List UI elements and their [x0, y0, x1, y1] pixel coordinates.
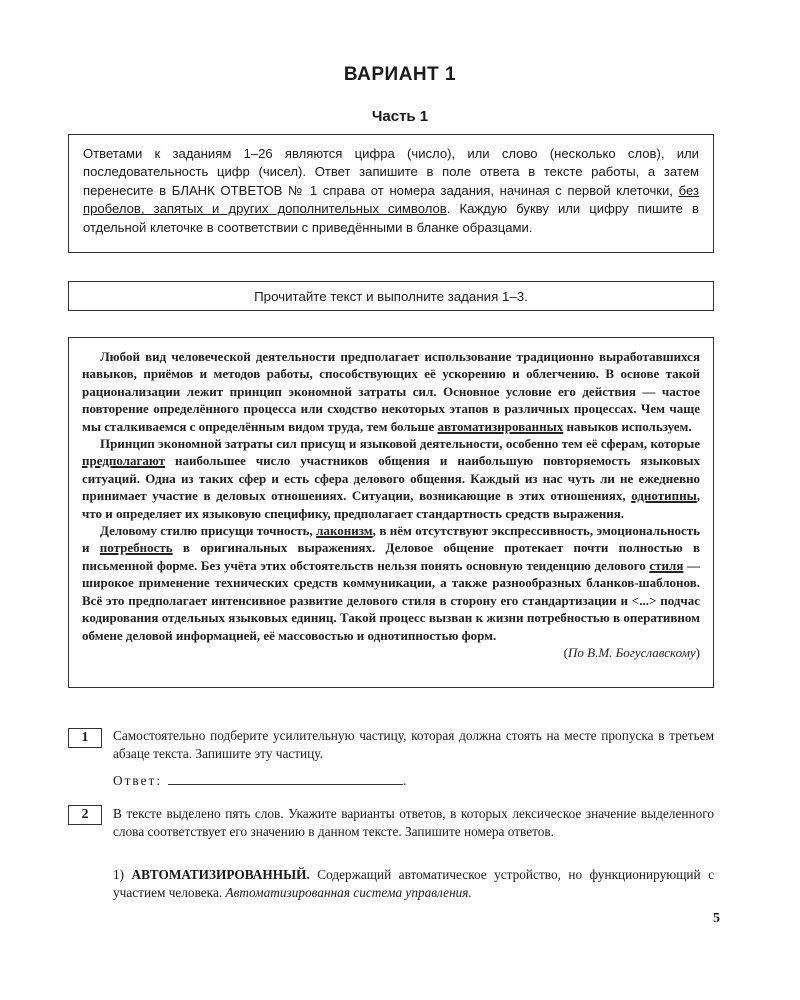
- read-prompt: Прочитайте текст и выполните задания 1–3.: [254, 289, 528, 304]
- answer-line[interactable]: [168, 772, 403, 785]
- highlighted-word: предполагают: [82, 453, 166, 469]
- paragraph-text: , в нём отсутствуют экспрессивность, эмоциональность и: [82, 523, 700, 556]
- page-number: 5: [713, 911, 720, 926]
- task-1-number: 1: [68, 728, 102, 748]
- highlighted-word: лаконизм: [316, 523, 373, 539]
- instructions-text: Ответами к заданиям 1–26 являются цифра (число), или слово (несколько слов), или последовательность цифр (чисел). Ответ запишите в поле ответа в тексте работы, а затем перенесите в БЛАНК ОТВЕТОВ № 1 справа от номера задания, начиная с первой клеточки,: [83, 146, 699, 198]
- option-word: АВТОМАТИЗИРОВАННЫЙ.: [131, 867, 310, 882]
- paragraph-text: Принцип экономной затраты сил присущ и языковой деятельности, особенно тем её сферам, которые: [100, 436, 700, 452]
- task-2-number: 2: [68, 805, 102, 825]
- instructions-text-end: . Каждую букву или цифру пишите в отдельной клеточке в соответствии с приведёнными в бланке образцами.: [83, 201, 699, 235]
- instructions-box: [68, 134, 714, 253]
- option-definition: Содержащий автоматическое устройство, но функционирующий с участием человека.: [113, 867, 714, 900]
- paragraph-text: , что и определяет их языковую специфику, предполагает стандартность средств выражения.: [82, 488, 700, 521]
- highlighted-word: однотипны: [631, 488, 697, 504]
- reading-text-box: [68, 337, 714, 688]
- part-title: Часть 1: [371, 108, 429, 125]
- task-2-text: В тексте выделено пять слов. Укажите варианты ответов, в которых лексическое значение выделенного слова соответствует его значению в данном тексте. Запишите номера ответов.: [113, 806, 714, 839]
- variant-title: ВАРИАНТ 1: [343, 64, 457, 85]
- paragraph-text: в оригинальных выражениях. Деловое общение протекает почти полностью в письменной форме. Без учёта этих обстоятельств нельзя понять основную тенденцию делового: [82, 540, 700, 573]
- option-number: 1): [113, 867, 125, 882]
- answer-period: .: [403, 773, 409, 788]
- task-2-option-1: [113, 866, 714, 902]
- paragraph-text: навыков используем.: [563, 418, 692, 434]
- answer-label: Ответ:: [113, 773, 163, 788]
- paragraph-text: Деловому стилю присущи точность,: [100, 523, 317, 539]
- highlighted-word: автоматизированных: [437, 418, 564, 434]
- paragraph-2: [82, 435, 700, 522]
- text-attribution: (По В.М. Богуславскому): [563, 644, 700, 660]
- task-1-answer: [113, 772, 408, 789]
- paragraph-text: наибольшее число участников общения и наибольшую повторяемость языковых ситуаций. Одна из таких сфер и есть сфера делового общения. Каждый из нас чуть ли не ежедневно принимает участие в деловых отношениях. Ситуации, возникающие в этих отношениях,: [82, 453, 700, 504]
- highlighted-word: стиля: [649, 557, 684, 573]
- paragraph-text: Любой вид человеческой деятельности предполагает использование традиционно выработавшихся навыков, приёмов и методов работы, способствующих её ускорению и облегчению. В основе такой рационализации лежит принцип экономной затраты сил. Основное условие его действия — частое повторение определённого процесса или сходство некоторых этапов в различных процессах. Чем чаще мы сталкиваемся с определённым видом труда, тем больше: [82, 349, 700, 434]
- read-prompt-box: [68, 281, 714, 311]
- option-example: Автоматизированная система управления.: [225, 885, 472, 900]
- task-1-text: Самостоятельно подберите усилительную частицу, которая должна стоять на месте пропуска в третьем абзаце текста. Запишите эту частицу.: [113, 728, 714, 761]
- paragraph-3: [82, 522, 700, 644]
- instructions-underlined: без пробелов, запятых и других дополнительных символов: [83, 182, 699, 217]
- author-name: По В.М. Богуславскому: [567, 644, 696, 660]
- highlighted-word: потребность: [99, 540, 173, 556]
- paragraph-1: [82, 348, 700, 435]
- paragraph-text: — широкое применение технических средств коммуникации, а также разнообразных бланков-шаблонов. Всё это предполагает интенсивное развитие делового стиля в сторону его стандартизации и <...> подчас кодирования отдельных языковых единиц. Такой процесс вызван к жизни потребностью в оперативном обмене деловой информацией, её массовостью и однотипностью форм.: [82, 557, 701, 643]
